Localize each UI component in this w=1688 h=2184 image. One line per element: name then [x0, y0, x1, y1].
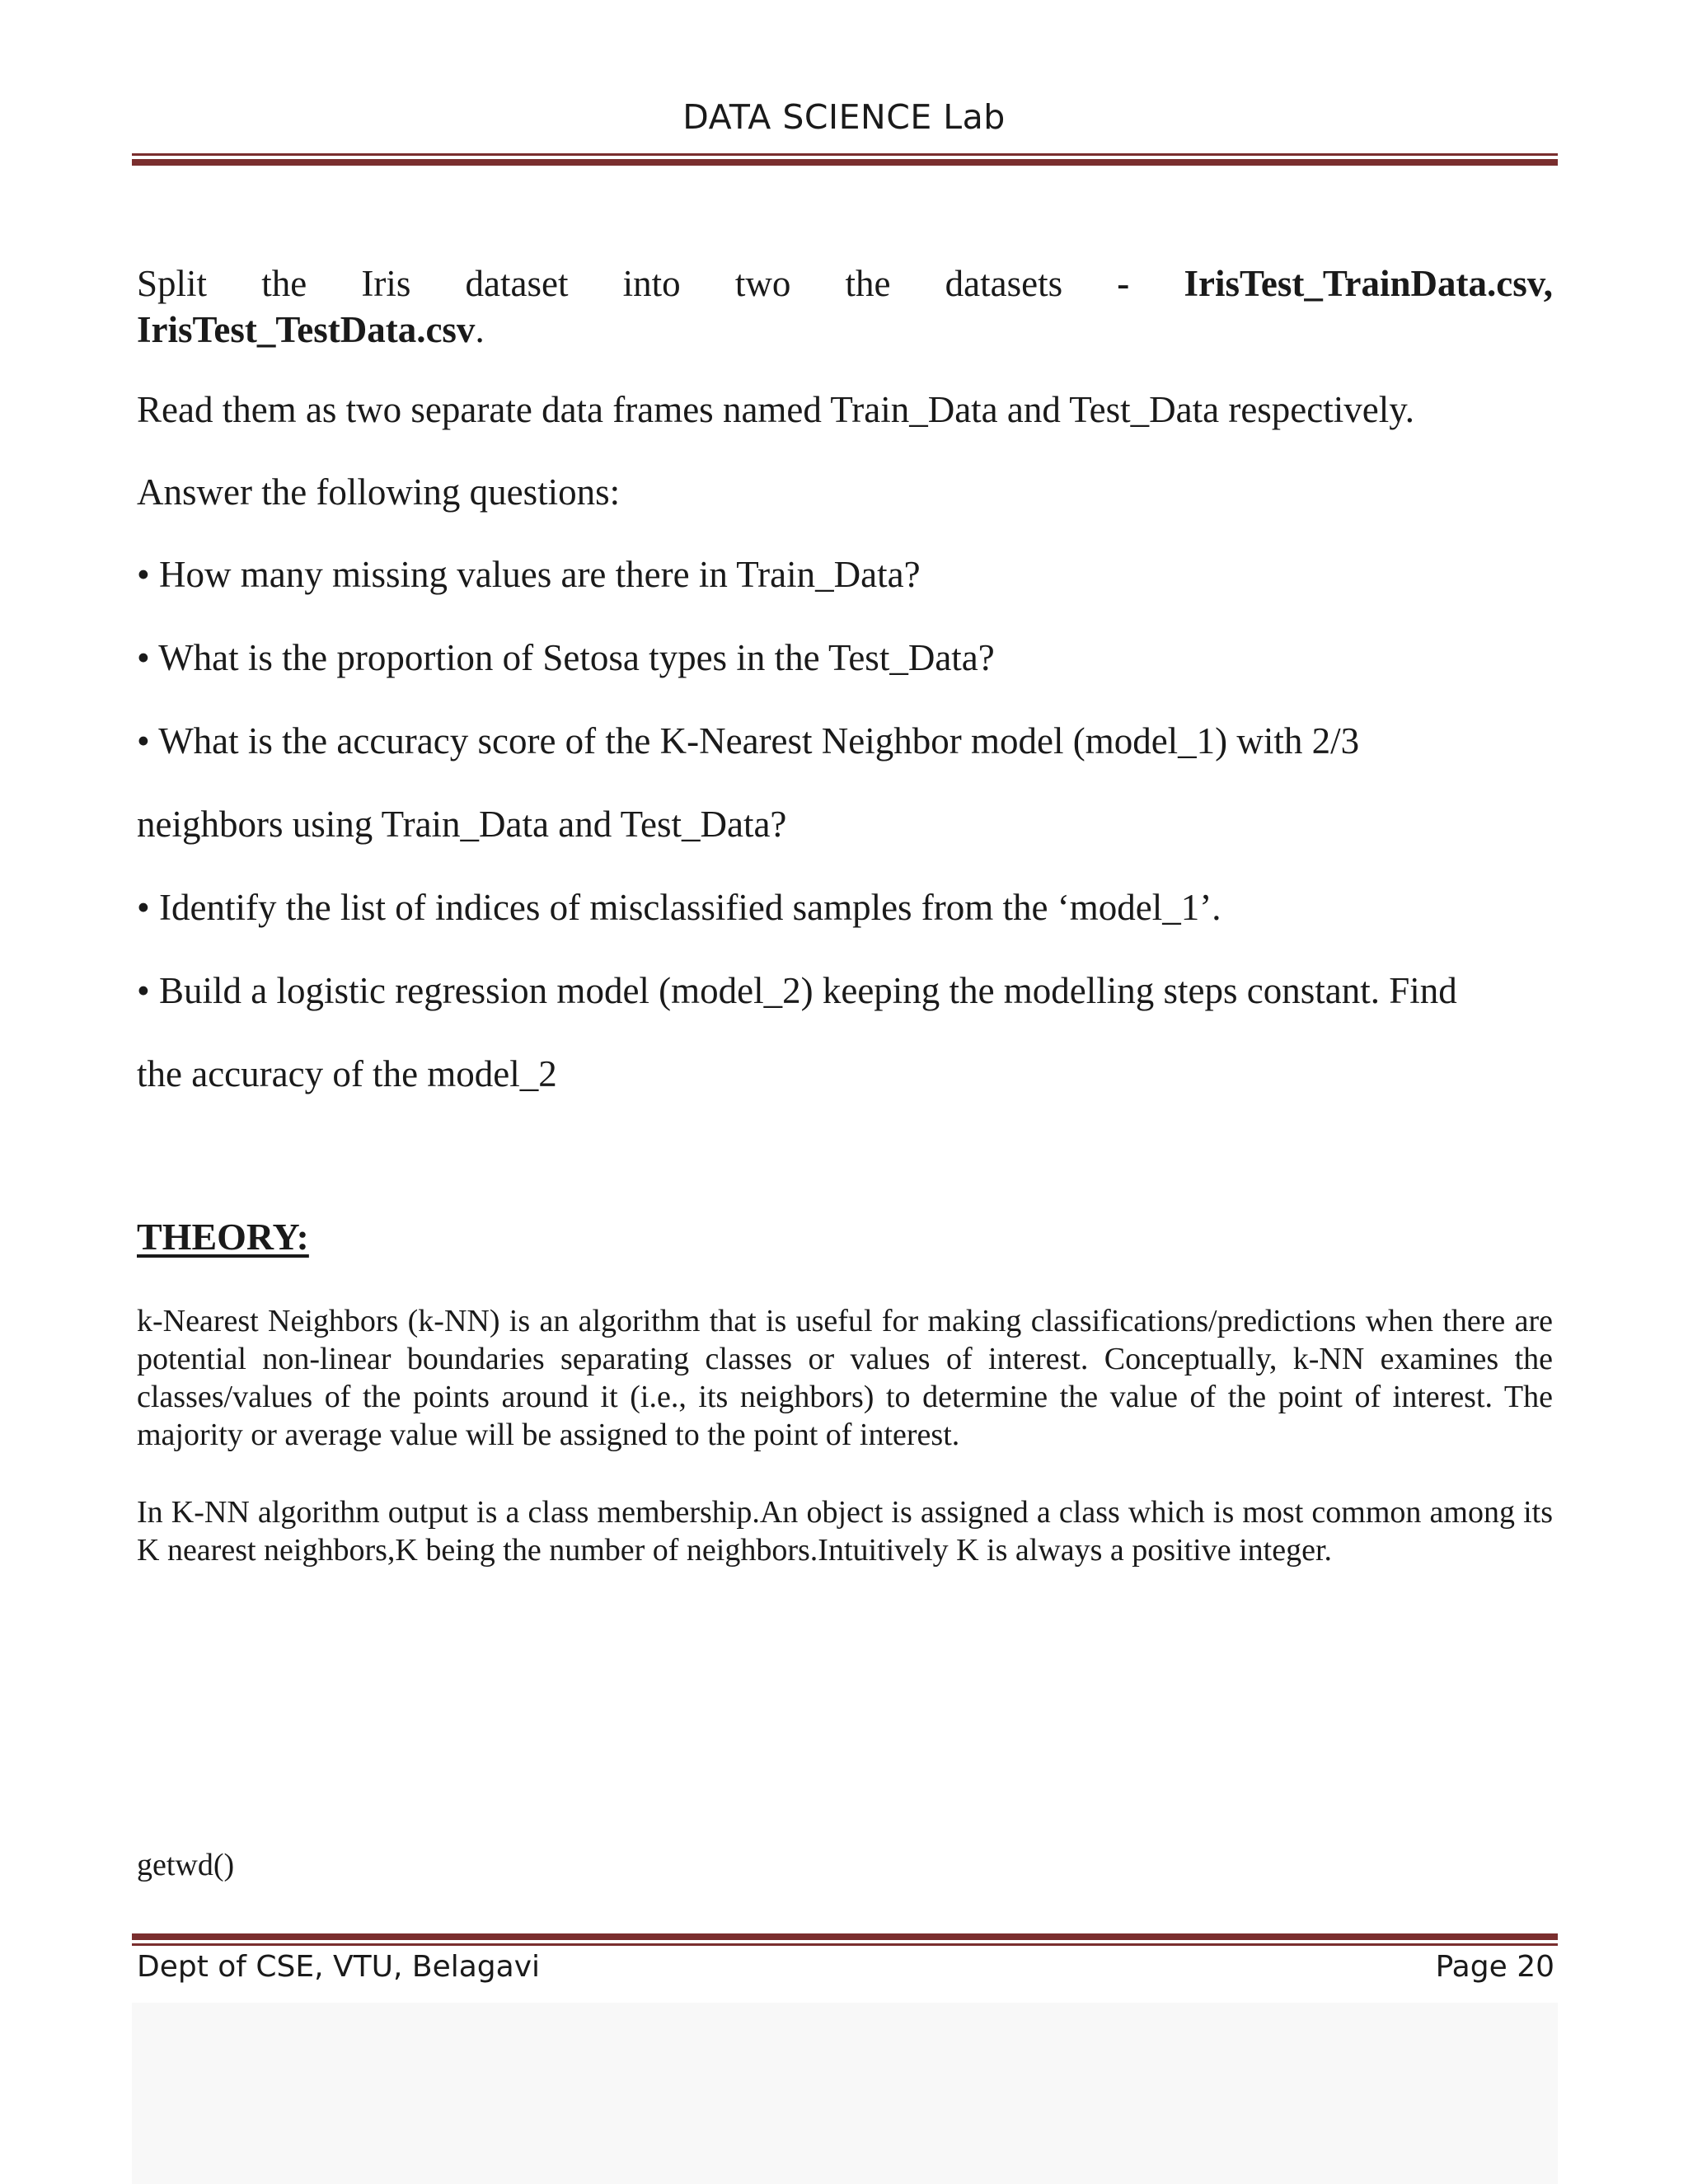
theory-paragraph-2: In K-NN algorithm output is a class membership.An object is assigned a class which is most common among its K nearest neighbors,K being the number of neighbors.Intuitively K is always a positive integer. [137, 1495, 1553, 1568]
intro-word: datasets [945, 263, 1063, 304]
question-item: • What is the proportion of Setosa types in the Test_Data? [137, 637, 995, 678]
intro-line-2-tail: . [475, 309, 485, 350]
question-item: • What is the accuracy score of the K-Nearest Neighbor model (model_1) with 2/3 [137, 720, 1360, 762]
question-item: • Identify the list of indices of misclassified samples from the ‘model_1’. [137, 887, 1221, 928]
question-item-continued: neighbors using Train_Data and Test_Data? [137, 804, 787, 845]
question-item-continued: the accuracy of the model_2 [137, 1053, 557, 1094]
intro-line-1 [137, 260, 1553, 307]
header-title: DATA SCIENCE Lab [682, 97, 1006, 137]
header-rule [132, 153, 1558, 166]
footer-department: Dept of CSE, VTU, Belagavi [137, 1950, 541, 1984]
theory-paragraph-1: k-Nearest Neighbors (k-NN) is an algorithm that is useful for making classifications/predictions when there are potential non-linear boundaries separating classes or values of interest. Conceptually, k-NN examines the classes/values of the points around it (i.e., its neighbors) to determine the value of the point of interest. The majority or average value will be assigned to the point of interest. [137, 1304, 1553, 1452]
page-bottom-shade [132, 2003, 1558, 2184]
answer-instruction: Answer the following questions: [137, 471, 621, 513]
intro-word: Split [137, 263, 208, 304]
footer-rule [132, 1933, 1558, 1946]
intro-word: Iris [361, 263, 411, 304]
intro-word: two [734, 263, 791, 304]
intro-word: dataset [465, 263, 569, 304]
intro-word: the [261, 263, 307, 304]
code-line: getwd() [137, 1848, 235, 1882]
train-file-name: IrisTest_TrainData.csv, [1184, 263, 1553, 304]
intro-line-2 [137, 307, 1553, 353]
test-file-name: IrisTest_TestData.csv [137, 309, 476, 350]
intro-word: the [845, 263, 891, 304]
read-instruction: Read them as two separate data frames named Train_Data and Test_Data respectively. [137, 389, 1415, 430]
intro-dash: - [1117, 263, 1130, 304]
intro-word: into [622, 263, 681, 304]
theory-heading: THEORY: [137, 1216, 309, 1258]
question-item: • How many missing values are there in Train_Data? [137, 554, 921, 595]
footer-page-number: Page 20 [1435, 1950, 1554, 1984]
question-item: • Build a logistic regression model (model_2) keeping the modelling steps constant. Find [137, 970, 1457, 1011]
